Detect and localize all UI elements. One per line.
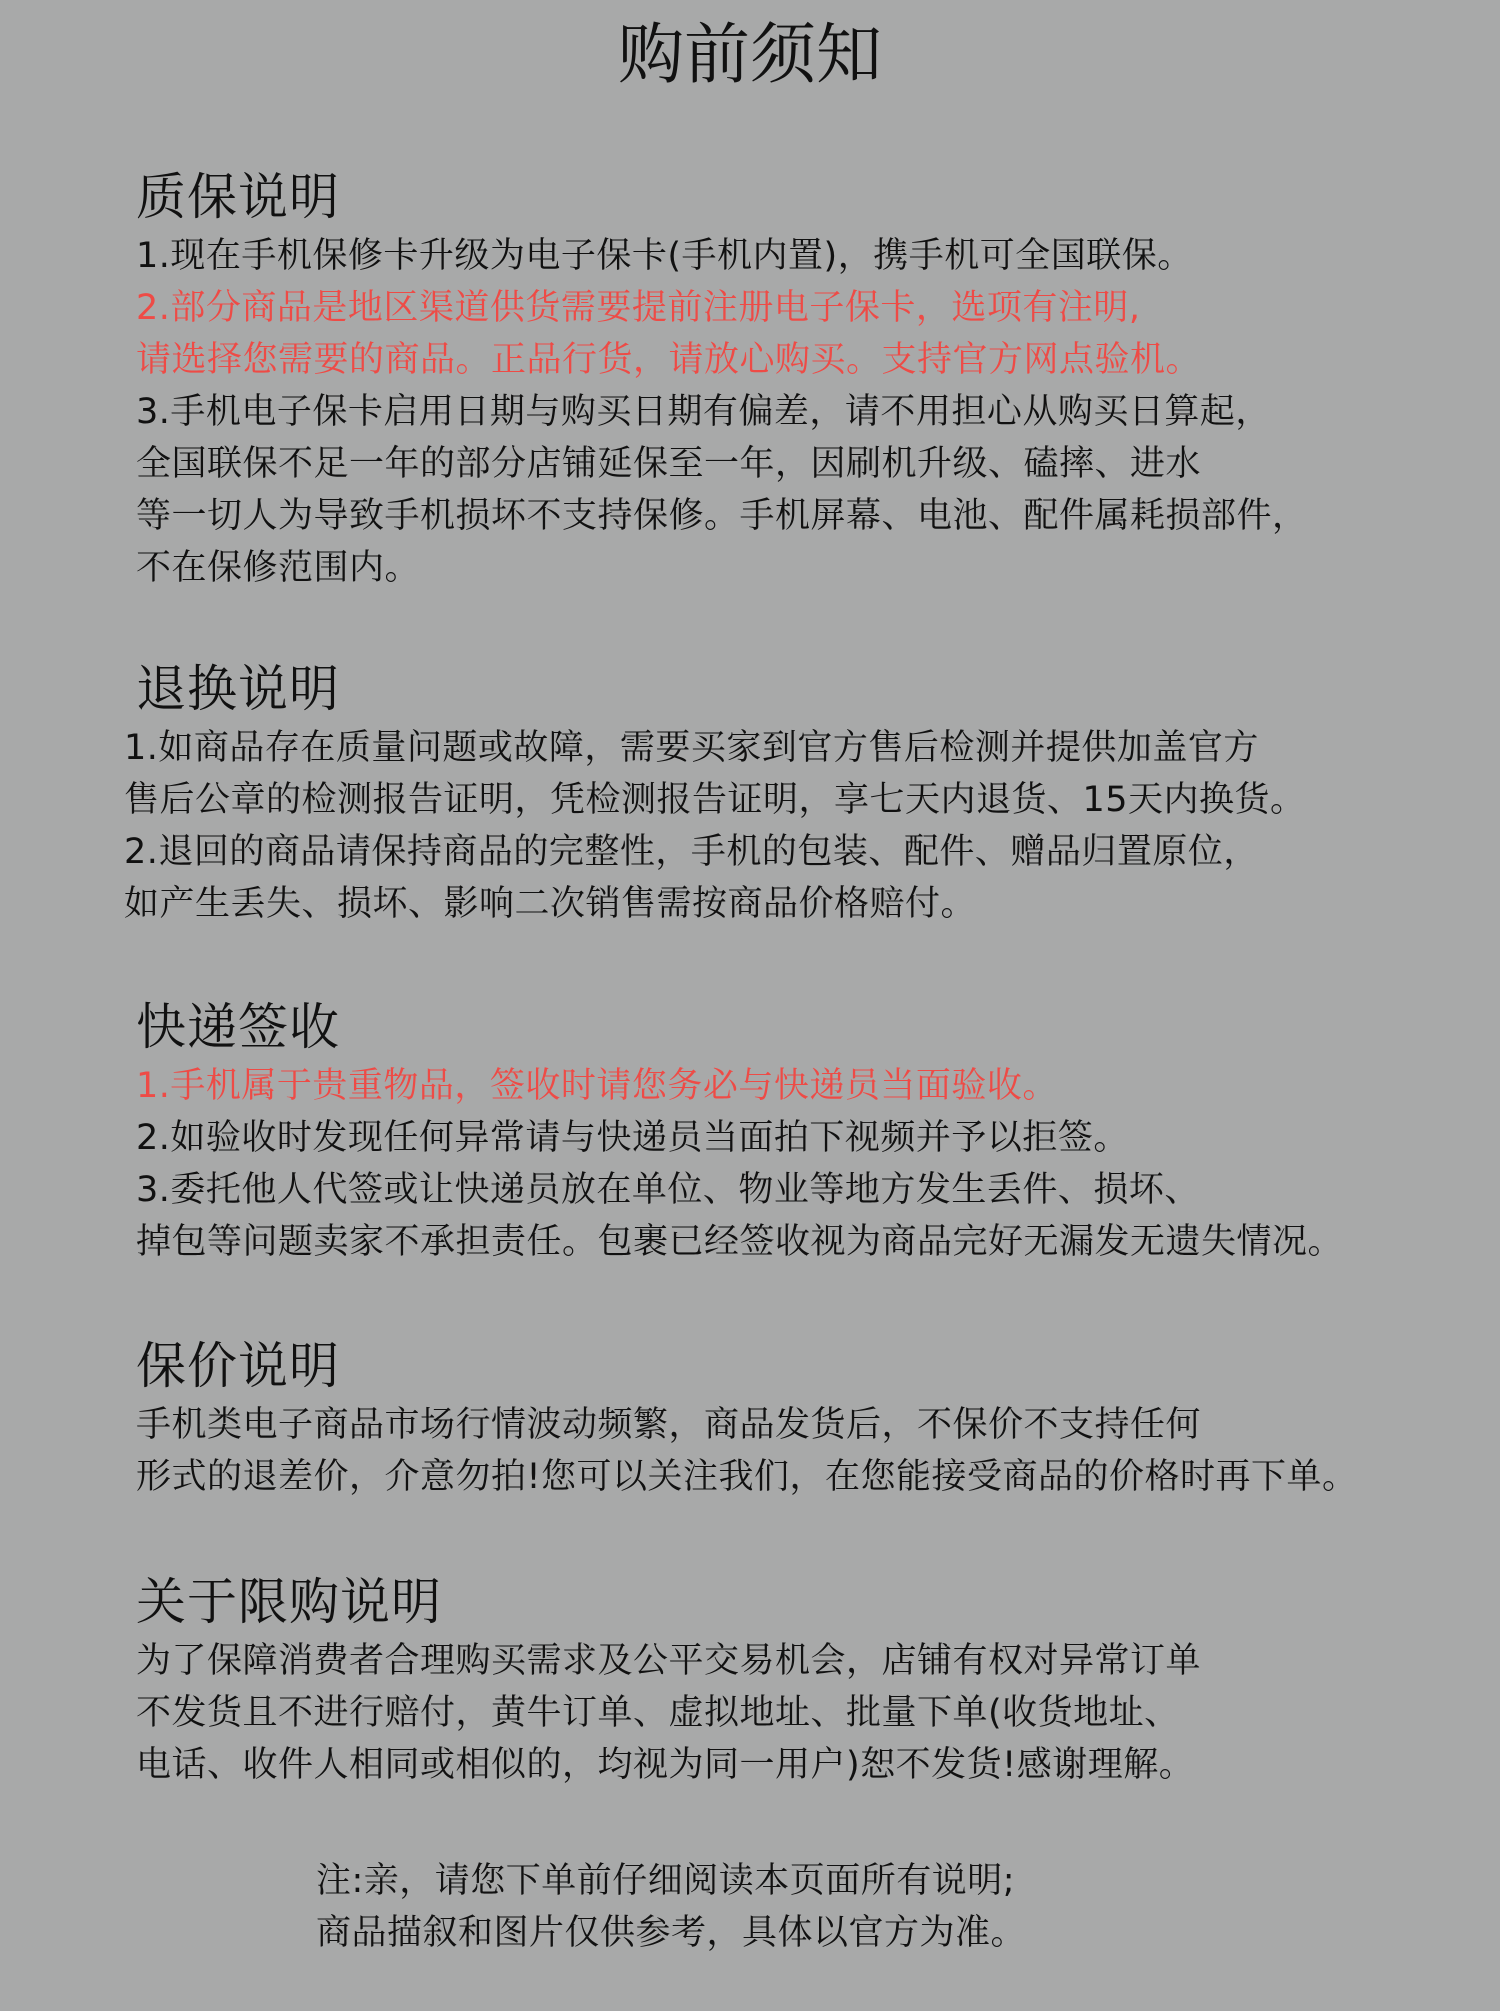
price-protection-line-1: 手机类电子商品市场行情波动频繁，商品发货后，不保价不支持任何 (136, 1405, 1202, 1445)
section-returns (124, 656, 1466, 930)
warranty-line-4: 3.手机电子保卡启用日期与购买日期有偏差，请不用担心从购买日算起， (136, 392, 1271, 432)
section-heading-warranty: 质保说明 (136, 168, 340, 226)
section-heading-price-protection: 保价说明 (136, 1337, 340, 1395)
price-protection-line-2: 形式的退差价，介意勿拍!您可以关注我们，在您能接受商品的价格时再下单。 (136, 1457, 1358, 1497)
section-price-protection (136, 1333, 1466, 1503)
footer-note (316, 1855, 1416, 1959)
section-heading-delivery: 快递签收 (136, 998, 340, 1056)
delivery-line-4: 掉包等问题卖家不承担责任。包裹已经签收视为商品完好无漏发无遗失情况。 (136, 1222, 1344, 1262)
section-warranty (136, 164, 1466, 594)
returns-line-3: 2.退回的商品请保持商品的完整性，手机的包装、配件、赠品归置原位， (124, 832, 1259, 872)
warranty-line-6: 等一切人为导致手机损坏不支持保修。手机屏幕、电池、配件属耗损部件， (136, 496, 1308, 536)
section-heading-returns: 退换说明 (136, 660, 340, 718)
purchase-limit-line-1: 为了保障消费者合理购买需求及公平交易机会，店铺有权对异常订单 (136, 1641, 1202, 1681)
returns-line-1: 1.如商品存在质量问题或故障，需要买家到官方售后检测并提供加盖官方 (124, 728, 1259, 768)
warranty-line-7: 不在保修范围内。 (136, 548, 421, 588)
purchase-limit-line-2: 不发货且不进行赔付，黄牛订单、虚拟地址、批量下单(收货地址、 (136, 1693, 1180, 1733)
delivery-line-2: 2.如验收时发现任何异常请与快递员当面拍下视频并予以拒签。 (136, 1118, 1129, 1158)
warranty-line-3-highlight: 请选择您需要的商品。正品行货，请放心购买。支持官方网点验机。 (136, 340, 1202, 380)
note-line-2: 商品描叙和图片仅供参考，具体以官方为准。 (316, 1913, 1027, 1953)
warranty-line-1: 1.现在手机保修卡升级为电子保卡(手机内置)，携手机可全国联保。 (136, 236, 1193, 276)
section-purchase-limit (136, 1569, 1466, 1791)
page-title: 购前须知 (618, 16, 882, 93)
warranty-line-2-highlight: 2.部分商品是地区渠道供货需要提前注册电子保卡，选项有注明, (136, 288, 1141, 328)
section-heading-purchase-limit: 关于限购说明 (136, 1573, 442, 1631)
delivery-line-1-highlight: 1.手机属于贵重物品，签收时请您务必与快递员当面验收。 (136, 1066, 1058, 1106)
warranty-line-5: 全国联保不足一年的部分店铺延保至一年，因刷机升级、磕摔、进水 (136, 444, 1202, 484)
returns-line-4: 如产生丢失、损坏、影响二次销售需按商品价格赔付。 (124, 884, 977, 924)
note-line-1: 注:亲，请您下单前仔细阅读本页面所有说明; (316, 1861, 1016, 1901)
section-delivery (136, 994, 1466, 1268)
purchase-limit-line-3: 电话、收件人相同或相似的，均视为同一用户)恕不发货!感谢理解。 (136, 1745, 1195, 1785)
delivery-line-3: 3.委托他人代签或让快递员放在单位、物业等地方发生丢件、损坏、 (136, 1170, 1200, 1210)
returns-line-2: 售后公章的检测报告证明，凭检测报告证明，享七天内退货、15天内换货。 (124, 780, 1306, 820)
